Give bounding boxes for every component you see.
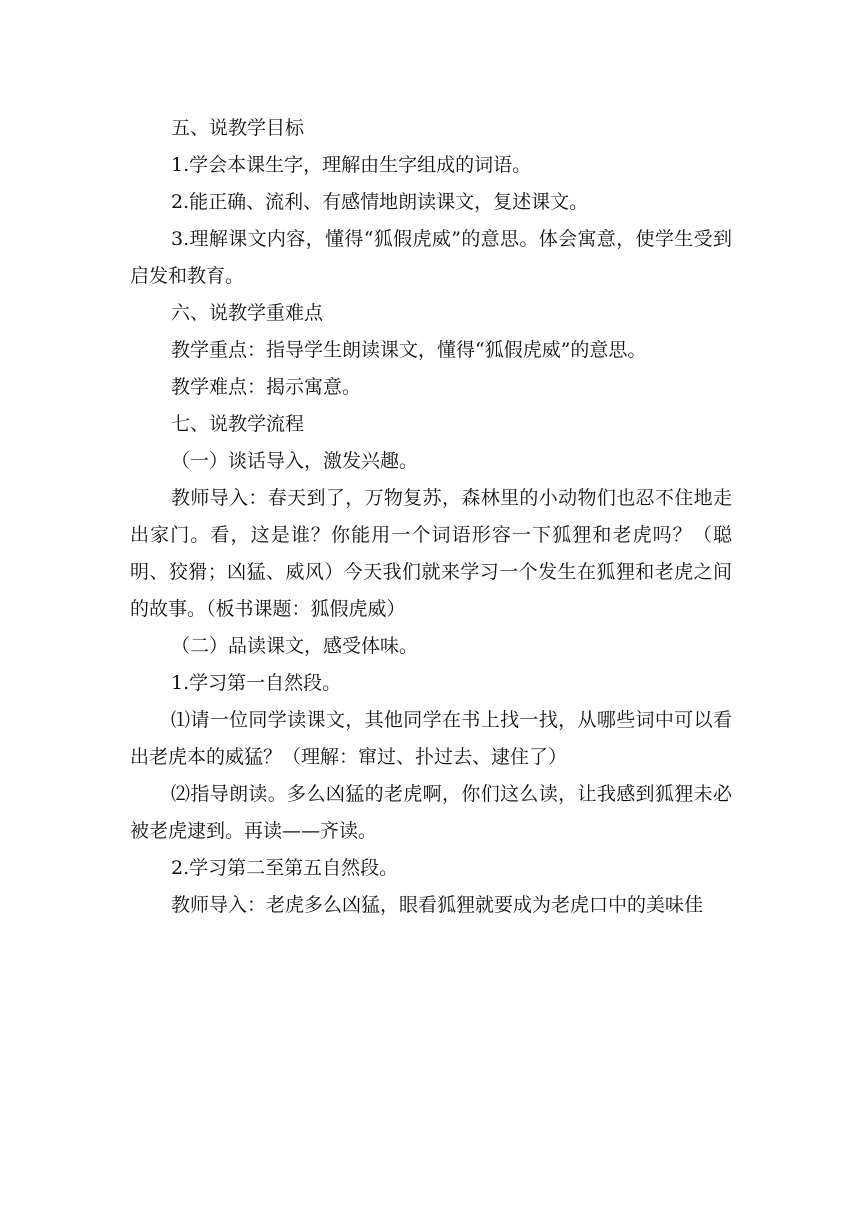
reading-step-1: 1.学习第一自然段。: [171, 672, 342, 694]
goal-item-2: 2.能正确、流利、有感情地朗读课文，复述课文。: [171, 191, 589, 213]
goal-item-3: 3.理解课文内容，懂得“狐假虎威”的意思。体会寓意，使学生受到启发和教育。: [130, 228, 732, 287]
difficult-point-paragraph: 教学难点：揭示寓意。: [171, 376, 362, 398]
reading-step-1-item-1: ⑴请一位同学读课文，其他同学在书上找一找，从哪些词中可以看出老虎本的威猛？（理解：窜过、扑过去、逮住了）: [130, 709, 732, 768]
section-heading-key-points: 六、说教学重难点: [171, 302, 324, 324]
reading-step-2: 2.学习第二至第五自然段。: [171, 857, 399, 879]
intro-paragraph: 教师导入：春天到了，万物复苏，森林里的小动物们也忍不住地走出家门。看，这是谁？你能用一个词语形容一下狐狸和老虎吗？（聪明、狡猾；凶猛、威风）今天我们就来学习一个发生在狐狸和老虎之间的故事。（板书课题：狐假虎威）: [130, 487, 732, 620]
subsection-heading-reading: （二）品读课文，感受体味。: [171, 635, 419, 657]
key-point-paragraph: 教学重点：指导学生朗读课文，懂得“狐假虎威”的意思。: [171, 339, 647, 361]
subsection-heading-intro: （一）谈话导入，激发兴趣。: [171, 450, 419, 472]
document-body: [130, 110, 732, 924]
section-heading-goals: 五、说教学目标: [171, 117, 305, 139]
reading-step-1-item-2: ⑵指导朗读。多么凶猛的老虎啊，你们这么读，让我感到狐狸未必被老虎逮到。再读——齐读。: [130, 783, 732, 842]
section-heading-process: 七、说教学流程: [171, 413, 305, 435]
reading-step-2-paragraph: 教师导入：老虎多么凶猛，眼看狐狸就要成为老虎口中的美味佳: [171, 894, 704, 916]
goal-item-1: 1.学会本课生字，理解由生字组成的词语。: [171, 154, 532, 176]
